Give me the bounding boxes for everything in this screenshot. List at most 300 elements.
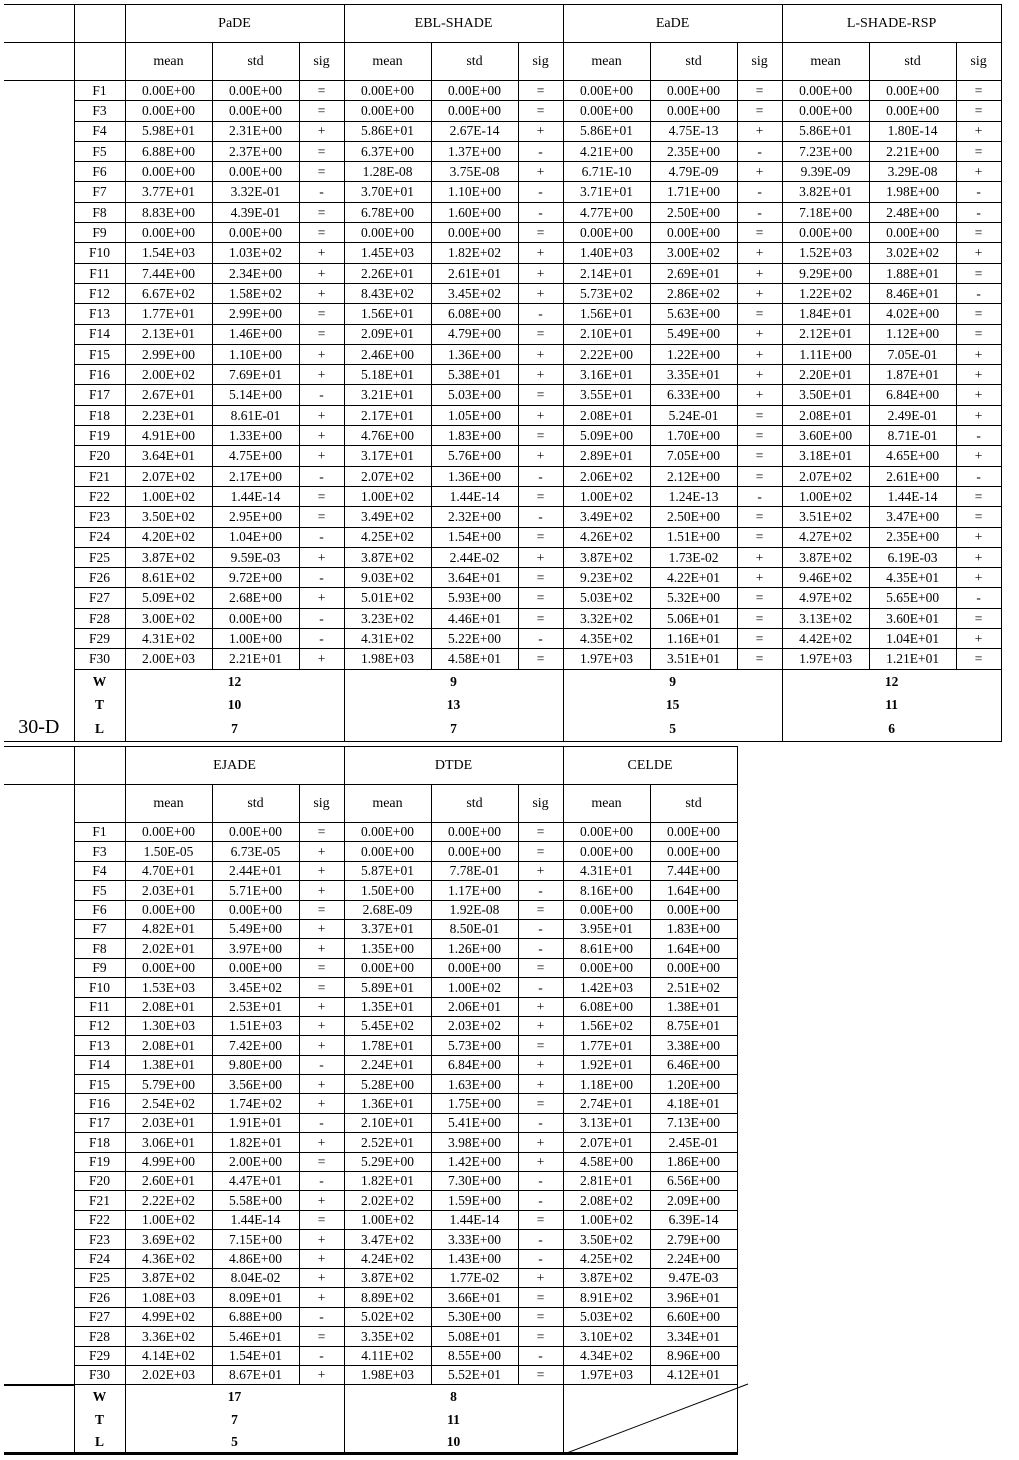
value-cell: 5.28E+00 bbox=[344, 1075, 431, 1094]
dimension-cell bbox=[4, 1172, 74, 1191]
function-name: F8 bbox=[74, 202, 125, 222]
wtl-value: 8 bbox=[344, 1385, 563, 1408]
value-cell: 0.00E+00 bbox=[563, 81, 650, 101]
value-cell: + bbox=[956, 121, 1001, 141]
value-cell: = bbox=[518, 1307, 563, 1326]
value-cell: + bbox=[956, 446, 1001, 466]
value-cell: = bbox=[518, 958, 563, 977]
dimension-cell bbox=[4, 1327, 74, 1346]
value-cell: 6.19E-03 bbox=[869, 547, 956, 567]
value-cell: 1.56E+01 bbox=[344, 304, 431, 324]
table-row bbox=[4, 202, 1001, 222]
wtl-value: 12 bbox=[782, 669, 1001, 693]
wtl-value: 5 bbox=[125, 1431, 344, 1454]
value-cell: 0.00E+00 bbox=[344, 842, 431, 861]
value-cell: 1.21E+01 bbox=[869, 649, 956, 669]
value-cell: 5.09E+02 bbox=[125, 588, 212, 608]
value-cell: 0.00E+00 bbox=[344, 81, 431, 101]
value-cell: - bbox=[518, 1113, 563, 1132]
value-cell: 5.65E+00 bbox=[869, 588, 956, 608]
value-cell: + bbox=[956, 527, 1001, 547]
value-cell: 5.52E+01 bbox=[431, 1365, 518, 1384]
function-name: F18 bbox=[74, 405, 125, 425]
value-cell: 3.32E+02 bbox=[563, 608, 650, 628]
value-cell: 0.00E+00 bbox=[212, 101, 299, 121]
table-row bbox=[4, 1152, 737, 1171]
value-cell: 0.00E+00 bbox=[563, 223, 650, 243]
part2-table bbox=[4, 746, 738, 1455]
value-cell: 3.18E+01 bbox=[782, 446, 869, 466]
wtl-value: 11 bbox=[782, 693, 1001, 717]
dimension-cell bbox=[4, 162, 74, 182]
value-cell: - bbox=[518, 978, 563, 997]
table-row bbox=[4, 182, 1001, 202]
value-cell: 4.79E+00 bbox=[431, 324, 518, 344]
value-cell: = bbox=[737, 629, 782, 649]
value-cell: 8.75E+01 bbox=[650, 1016, 737, 1035]
value-cell: 0.00E+00 bbox=[125, 958, 212, 977]
table-row bbox=[4, 243, 1001, 263]
wtl-value: 9 bbox=[344, 669, 563, 693]
value-cell: 2.67E-14 bbox=[431, 121, 518, 141]
value-cell: + bbox=[518, 243, 563, 263]
value-cell: 3.96E+01 bbox=[650, 1288, 737, 1307]
value-cell: 1.00E+02 bbox=[344, 486, 431, 506]
value-cell: 2.54E+02 bbox=[125, 1094, 212, 1113]
dimension-cell bbox=[4, 324, 74, 344]
value-cell: 3.64E+01 bbox=[125, 446, 212, 466]
value-cell: 4.47E+01 bbox=[212, 1172, 299, 1191]
table-row bbox=[4, 958, 737, 977]
value-cell: 4.31E+02 bbox=[125, 629, 212, 649]
function-name: F15 bbox=[74, 1075, 125, 1094]
value-cell: 1.73E-02 bbox=[650, 547, 737, 567]
value-cell: 2.21E+00 bbox=[869, 141, 956, 161]
value-cell: 5.73E+00 bbox=[431, 1036, 518, 1055]
value-cell: + bbox=[737, 243, 782, 263]
value-cell: + bbox=[956, 243, 1001, 263]
table-row bbox=[4, 466, 1001, 486]
value-cell: 4.31E+02 bbox=[344, 629, 431, 649]
value-cell: + bbox=[299, 842, 344, 861]
value-cell: 1.60E+00 bbox=[431, 202, 518, 222]
value-cell: - bbox=[518, 1346, 563, 1365]
value-cell: 3.75E-08 bbox=[431, 162, 518, 182]
value-cell: 2.68E+00 bbox=[212, 588, 299, 608]
value-cell: 2.89E+01 bbox=[563, 446, 650, 466]
value-cell: 9.03E+02 bbox=[344, 568, 431, 588]
value-cell: 1.71E+00 bbox=[650, 182, 737, 202]
value-cell: 2.24E+01 bbox=[344, 1055, 431, 1074]
table-row bbox=[4, 365, 1001, 385]
sig-header: sig bbox=[737, 43, 782, 81]
function-name: F4 bbox=[74, 861, 125, 880]
value-cell: 3.56E+00 bbox=[212, 1075, 299, 1094]
value-cell: + bbox=[956, 344, 1001, 364]
algorithm-name: PaDE bbox=[125, 5, 344, 43]
value-cell: 0.00E+00 bbox=[125, 223, 212, 243]
std-header: std bbox=[431, 785, 518, 823]
mean-header: mean bbox=[344, 43, 431, 81]
wtl-label: T bbox=[74, 1408, 125, 1431]
table-row bbox=[4, 263, 1001, 283]
value-cell: - bbox=[518, 919, 563, 938]
value-cell: 2.31E+00 bbox=[212, 121, 299, 141]
value-cell: 7.44E+00 bbox=[125, 263, 212, 283]
value-cell: 1.12E+00 bbox=[869, 324, 956, 344]
value-cell: 5.46E+01 bbox=[212, 1327, 299, 1346]
wtl-value: 7 bbox=[125, 717, 344, 741]
mean-header: mean bbox=[344, 785, 431, 823]
value-cell: 9.59E-03 bbox=[212, 547, 299, 567]
value-cell: 3.50E+02 bbox=[563, 1230, 650, 1249]
value-cell: + bbox=[299, 1016, 344, 1035]
value-cell: 2.74E+01 bbox=[563, 1094, 650, 1113]
value-cell: + bbox=[956, 405, 1001, 425]
value-cell: 5.01E+02 bbox=[344, 588, 431, 608]
value-cell: 5.76E+00 bbox=[431, 446, 518, 466]
part2-subheader-row bbox=[4, 785, 737, 823]
dimension-cell bbox=[4, 1152, 74, 1171]
value-cell: + bbox=[518, 162, 563, 182]
value-cell: 5.89E+01 bbox=[344, 978, 431, 997]
table-row bbox=[4, 1055, 737, 1074]
value-cell: 2.81E+01 bbox=[563, 1172, 650, 1191]
dimension-cell bbox=[4, 823, 74, 842]
value-cell: = bbox=[518, 823, 563, 842]
value-cell: 2.17E+01 bbox=[344, 405, 431, 425]
value-cell: 5.24E-01 bbox=[650, 405, 737, 425]
value-cell: 3.47E+02 bbox=[344, 1230, 431, 1249]
value-cell: 4.58E+01 bbox=[431, 649, 518, 669]
value-cell: 3.06E+01 bbox=[125, 1133, 212, 1152]
value-cell: = bbox=[956, 223, 1001, 243]
value-cell: = bbox=[518, 223, 563, 243]
table-row bbox=[4, 121, 1001, 141]
value-cell: - bbox=[299, 608, 344, 628]
table-row bbox=[4, 1133, 737, 1152]
function-name: F26 bbox=[74, 1288, 125, 1307]
value-cell: 1.00E+02 bbox=[563, 486, 650, 506]
value-cell: 1.52E+03 bbox=[782, 243, 869, 263]
value-cell: 4.26E+02 bbox=[563, 527, 650, 547]
value-cell: 1.97E+03 bbox=[563, 649, 650, 669]
value-cell: + bbox=[299, 919, 344, 938]
value-cell: + bbox=[518, 121, 563, 141]
value-cell: 1.30E+03 bbox=[125, 1016, 212, 1035]
dimension-cell bbox=[4, 1191, 74, 1210]
table-row bbox=[4, 1172, 737, 1191]
value-cell: = bbox=[737, 405, 782, 425]
value-cell: 1.43E+00 bbox=[431, 1249, 518, 1268]
table-row bbox=[4, 1268, 737, 1287]
std-header: std bbox=[431, 43, 518, 81]
value-cell: + bbox=[518, 365, 563, 385]
function-name: F3 bbox=[74, 842, 125, 861]
value-cell: 3.34E+01 bbox=[650, 1327, 737, 1346]
value-cell: - bbox=[518, 1191, 563, 1210]
value-cell: 1.83E+00 bbox=[431, 426, 518, 446]
value-cell: 3.64E+01 bbox=[431, 568, 518, 588]
value-cell: 2.02E+01 bbox=[125, 939, 212, 958]
value-cell: 2.35E+00 bbox=[869, 527, 956, 547]
value-cell: 3.50E+01 bbox=[782, 385, 869, 405]
value-cell: = bbox=[299, 324, 344, 344]
dimension-cell bbox=[4, 547, 74, 567]
value-cell: 7.05E+00 bbox=[650, 446, 737, 466]
value-cell: + bbox=[299, 547, 344, 567]
dimension-cell bbox=[4, 1016, 74, 1035]
dimension-cell bbox=[4, 900, 74, 919]
value-cell: 3.98E+00 bbox=[431, 1133, 518, 1152]
value-cell: 3.70E+01 bbox=[344, 182, 431, 202]
value-cell: 3.32E-01 bbox=[212, 182, 299, 202]
value-cell: 1.91E+01 bbox=[212, 1113, 299, 1132]
function-name: F1 bbox=[74, 81, 125, 101]
value-cell: = bbox=[518, 1288, 563, 1307]
dimension-cell bbox=[4, 304, 74, 324]
table-row bbox=[4, 486, 1001, 506]
value-cell: + bbox=[518, 263, 563, 283]
value-cell: 1.51E+03 bbox=[212, 1016, 299, 1035]
value-cell: + bbox=[299, 1230, 344, 1249]
algorithm-name: CELDE bbox=[563, 747, 737, 785]
value-cell: 2.99E+00 bbox=[212, 304, 299, 324]
value-cell: 5.09E+00 bbox=[563, 426, 650, 446]
value-cell: 3.17E+01 bbox=[344, 446, 431, 466]
value-cell: = bbox=[299, 1210, 344, 1229]
value-cell: 8.16E+00 bbox=[563, 881, 650, 900]
value-cell: - bbox=[299, 182, 344, 202]
value-cell: + bbox=[299, 861, 344, 880]
value-cell: = bbox=[299, 978, 344, 997]
wtl-row bbox=[4, 669, 1001, 693]
sig-header: sig bbox=[956, 43, 1001, 81]
wtl-label: W bbox=[74, 669, 125, 693]
dimension-cell bbox=[4, 141, 74, 161]
value-cell: + bbox=[299, 1036, 344, 1055]
value-cell: 4.65E+00 bbox=[869, 446, 956, 466]
value-cell: 2.03E+01 bbox=[125, 1113, 212, 1132]
value-cell: 2.86E+02 bbox=[650, 283, 737, 303]
dimension-cell bbox=[4, 405, 74, 425]
function-name: F13 bbox=[74, 1036, 125, 1055]
value-cell: 0.00E+00 bbox=[650, 823, 737, 842]
value-cell: 1.00E+02 bbox=[125, 1210, 212, 1229]
value-cell: + bbox=[299, 243, 344, 263]
value-cell: 5.86E+01 bbox=[782, 121, 869, 141]
value-cell: 3.77E+01 bbox=[125, 182, 212, 202]
value-cell: 1.44E-14 bbox=[431, 1210, 518, 1229]
value-cell: 7.13E+00 bbox=[650, 1113, 737, 1132]
value-cell: 1.04E+01 bbox=[869, 629, 956, 649]
value-cell: 9.80E+00 bbox=[212, 1055, 299, 1074]
value-cell: 1.75E+00 bbox=[431, 1094, 518, 1113]
value-cell: = bbox=[299, 162, 344, 182]
value-cell: - bbox=[956, 588, 1001, 608]
value-cell: 3.66E+01 bbox=[431, 1288, 518, 1307]
table-row bbox=[4, 385, 1001, 405]
value-cell: + bbox=[299, 283, 344, 303]
value-cell: 1.38E+01 bbox=[650, 997, 737, 1016]
value-cell: = bbox=[518, 486, 563, 506]
value-cell: 1.18E+00 bbox=[563, 1075, 650, 1094]
table-row bbox=[4, 1016, 737, 1035]
value-cell: 1.50E-05 bbox=[125, 842, 212, 861]
value-cell: 1.40E+03 bbox=[563, 243, 650, 263]
value-cell: = bbox=[956, 486, 1001, 506]
value-cell: - bbox=[299, 568, 344, 588]
value-cell: 3.02E+02 bbox=[869, 243, 956, 263]
value-cell: 5.41E+00 bbox=[431, 1113, 518, 1132]
value-cell: 1.44E-14 bbox=[212, 486, 299, 506]
value-cell: 3.37E+01 bbox=[344, 919, 431, 938]
value-cell: = bbox=[518, 649, 563, 669]
value-cell: 8.61E-01 bbox=[212, 405, 299, 425]
wtl-value: 15 bbox=[563, 693, 782, 717]
value-cell: 5.86E+01 bbox=[344, 121, 431, 141]
dimension-cell bbox=[4, 1210, 74, 1229]
value-cell: - bbox=[518, 182, 563, 202]
value-cell: 9.39E-09 bbox=[782, 162, 869, 182]
table-row bbox=[4, 304, 1001, 324]
value-cell: 2.06E+01 bbox=[431, 997, 518, 1016]
value-cell: 2.44E+01 bbox=[212, 861, 299, 880]
value-cell: 1.36E+00 bbox=[431, 466, 518, 486]
function-name: F29 bbox=[74, 629, 125, 649]
value-cell: = bbox=[737, 608, 782, 628]
value-cell: 2.26E+01 bbox=[344, 263, 431, 283]
value-cell: 6.56E+00 bbox=[650, 1172, 737, 1191]
value-cell: 1.35E+01 bbox=[344, 997, 431, 1016]
value-cell: 1.36E+00 bbox=[431, 344, 518, 364]
table-row bbox=[4, 1365, 737, 1384]
value-cell: 1.82E+02 bbox=[431, 243, 518, 263]
function-name: F13 bbox=[74, 304, 125, 324]
value-cell: 2.44E-02 bbox=[431, 547, 518, 567]
value-cell: = bbox=[299, 507, 344, 527]
value-cell: - bbox=[956, 466, 1001, 486]
value-cell: 2.52E+01 bbox=[344, 1133, 431, 1152]
value-cell: = bbox=[299, 202, 344, 222]
value-cell: + bbox=[956, 365, 1001, 385]
value-cell: = bbox=[737, 649, 782, 669]
value-cell: = bbox=[956, 141, 1001, 161]
value-cell: 3.36E+02 bbox=[125, 1327, 212, 1346]
value-cell: 3.51E+02 bbox=[782, 507, 869, 527]
value-cell: - bbox=[518, 466, 563, 486]
value-cell: 0.00E+00 bbox=[431, 101, 518, 121]
value-cell: 4.25E+02 bbox=[563, 1249, 650, 1268]
function-name: F8 bbox=[74, 939, 125, 958]
function-name: F16 bbox=[74, 365, 125, 385]
value-cell: 3.45E+02 bbox=[431, 283, 518, 303]
value-cell: + bbox=[299, 121, 344, 141]
value-cell: 0.00E+00 bbox=[212, 223, 299, 243]
value-cell: 0.00E+00 bbox=[212, 958, 299, 977]
value-cell: 2.61E+00 bbox=[869, 466, 956, 486]
value-cell: 1.56E+02 bbox=[563, 1016, 650, 1035]
function-name: F12 bbox=[74, 1016, 125, 1035]
dimension-cell bbox=[4, 426, 74, 446]
value-cell: 7.42E+00 bbox=[212, 1036, 299, 1055]
value-cell: 2.07E+01 bbox=[563, 1133, 650, 1152]
value-cell: 2.35E+00 bbox=[650, 141, 737, 161]
value-cell: 1.83E+00 bbox=[650, 919, 737, 938]
function-name: F12 bbox=[74, 283, 125, 303]
value-cell: + bbox=[518, 283, 563, 303]
dimension-cell bbox=[4, 344, 74, 364]
value-cell: 2.08E+01 bbox=[125, 997, 212, 1016]
table-row bbox=[4, 881, 737, 900]
function-name: F5 bbox=[74, 881, 125, 900]
value-cell: 1.98E+03 bbox=[344, 649, 431, 669]
value-cell: + bbox=[518, 861, 563, 880]
dimension-cell bbox=[4, 466, 74, 486]
diagonal-line bbox=[564, 1384, 748, 1454]
value-cell: - bbox=[518, 141, 563, 161]
value-cell: 7.69E+01 bbox=[212, 365, 299, 385]
value-cell: 7.78E-01 bbox=[431, 861, 518, 880]
value-cell: 6.08E+00 bbox=[431, 304, 518, 324]
value-cell: 5.45E+02 bbox=[344, 1016, 431, 1035]
mean-header: mean bbox=[125, 785, 212, 823]
value-cell: 3.87E+02 bbox=[125, 1268, 212, 1287]
wtl-label: W bbox=[74, 1385, 125, 1408]
function-name: F21 bbox=[74, 1191, 125, 1210]
value-cell: 2.07E+02 bbox=[782, 466, 869, 486]
value-cell: 3.82E+01 bbox=[782, 182, 869, 202]
value-cell: 1.54E+03 bbox=[125, 243, 212, 263]
table-row bbox=[4, 823, 737, 842]
value-cell: 6.88E+00 bbox=[125, 141, 212, 161]
value-cell: = bbox=[737, 304, 782, 324]
value-cell: - bbox=[518, 629, 563, 649]
table-row bbox=[4, 283, 1001, 303]
value-cell: 3.35E+01 bbox=[650, 365, 737, 385]
value-cell: = bbox=[956, 649, 1001, 669]
value-cell: 3.60E+00 bbox=[782, 426, 869, 446]
value-cell: + bbox=[518, 1055, 563, 1074]
dimension-cell bbox=[4, 568, 74, 588]
value-cell: 0.00E+00 bbox=[431, 958, 518, 977]
value-cell: 5.29E+00 bbox=[344, 1152, 431, 1171]
value-cell: 7.30E+00 bbox=[431, 1172, 518, 1191]
function-name: F25 bbox=[74, 1268, 125, 1287]
value-cell: 1.46E+00 bbox=[212, 324, 299, 344]
value-cell: 0.00E+00 bbox=[212, 823, 299, 842]
dimension-cell bbox=[4, 263, 74, 283]
value-cell: + bbox=[518, 547, 563, 567]
value-cell: 4.31E+01 bbox=[563, 861, 650, 880]
value-cell: 1.80E-14 bbox=[869, 121, 956, 141]
value-cell: 3.16E+01 bbox=[563, 365, 650, 385]
value-cell: = bbox=[299, 223, 344, 243]
value-cell: 2.03E+02 bbox=[431, 1016, 518, 1035]
value-cell: 5.32E+00 bbox=[650, 588, 737, 608]
value-cell: 1.88E+01 bbox=[869, 263, 956, 283]
value-cell: + bbox=[518, 344, 563, 364]
function-name: F14 bbox=[74, 324, 125, 344]
table-row bbox=[4, 568, 1001, 588]
table-row bbox=[4, 1113, 737, 1132]
table-row bbox=[4, 1307, 737, 1326]
value-cell: 0.00E+00 bbox=[344, 101, 431, 121]
value-cell: 4.24E+02 bbox=[344, 1249, 431, 1268]
value-cell: + bbox=[518, 405, 563, 425]
function-name: F24 bbox=[74, 527, 125, 547]
function-name: F27 bbox=[74, 1307, 125, 1326]
